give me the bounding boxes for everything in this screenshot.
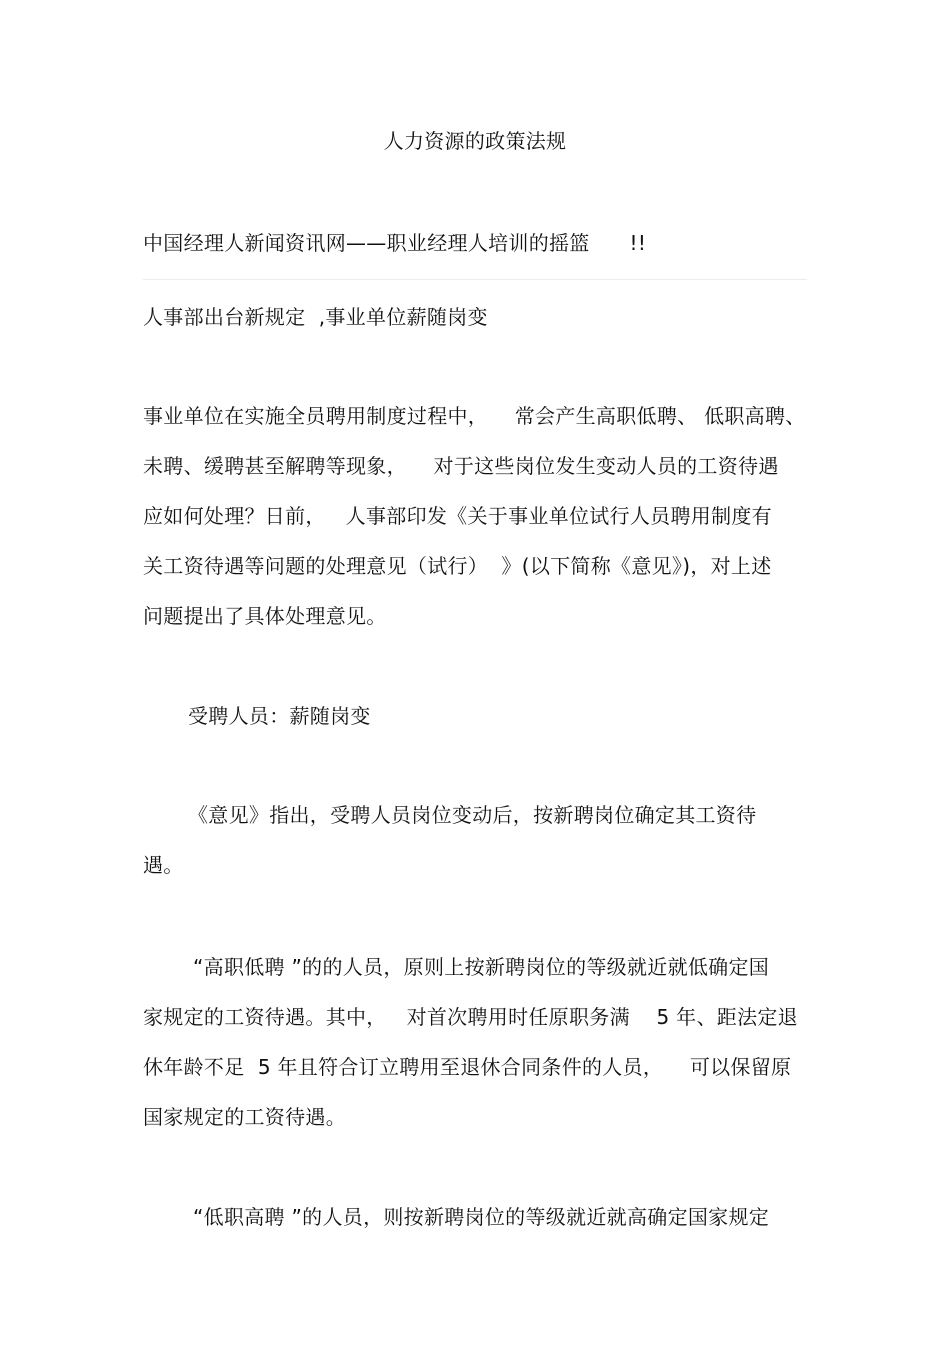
page-title: 人力资源的政策法规 — [383, 129, 567, 153]
paragraph-line: 国家规定的工资待遇。 — [143, 1105, 346, 1129]
paragraph-line: 事业单位在实施全员聘用制度过程中， 常会产生高职低聘、 低职高聘、 — [143, 404, 806, 428]
subheading: 受聘人员：薪随岗变 — [188, 704, 371, 728]
paragraph-line: “高职低聘 ”的的人员，原则上按新聘岗位的等级就近就低确定国 — [193, 955, 770, 979]
paragraph-line: 休年龄不足 5 年且符合订立聘用至退休合同条件的人员， 可以保留原 — [143, 1055, 792, 1079]
paragraph-line: 家规定的工资待遇。其中， 对首次聘用时任原职务满 5 年、距法定退 — [143, 1005, 798, 1029]
divider — [143, 279, 807, 280]
paragraph-line: 应如何处理？日前， 人事部印发《关于事业单位试行人员聘用制度有 — [143, 504, 772, 528]
source-line: 中国经理人新闻资讯网——职业经理人培训的摇篮 !! — [143, 231, 647, 255]
paragraph-line: 关工资待遇等问题的处理意见（试行） 》(以下简称《意见》)，对上述 — [143, 554, 772, 578]
paragraph-line: 问题提出了具体处理意见。 — [143, 604, 387, 628]
paragraph-line: 《意见》指出，受聘人员岗位变动后，按新聘岗位确定其工资待 — [188, 803, 757, 827]
headline: 人事部出台新规定 ,事业单位薪随岗变 — [143, 305, 488, 329]
paragraph-line: 未聘、缓聘甚至解聘等现象， 对于这些岗位发生变动人员的工资待遇 — [143, 454, 779, 478]
paragraph-line: “低职高聘 ”的人员，则按新聘岗位的等级就近就高确定国家规定 — [193, 1205, 770, 1229]
paragraph-line: 遇。 — [143, 853, 184, 877]
